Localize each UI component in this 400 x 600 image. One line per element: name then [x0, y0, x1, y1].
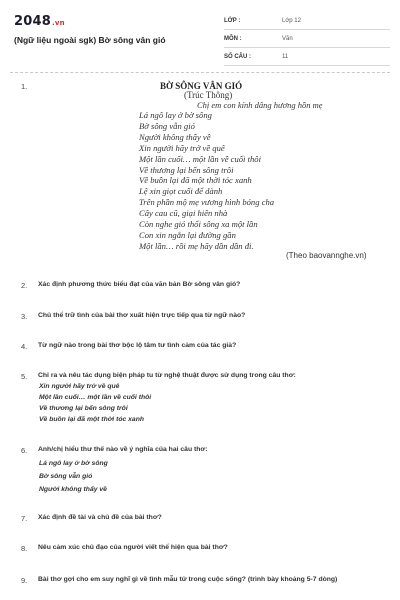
meta-row-subject: [224, 30, 390, 48]
question-quote-line: Lá ngô lay ở bờ sông: [39, 460, 108, 467]
question-text: Từ ngữ nào trong bài thơ bộc lộ tâm tư tình cảm của tác giả?: [38, 342, 237, 349]
meta-value: Lớp 12: [282, 17, 301, 24]
poem-line: Một lần cuối… một lần về cuối thôi: [139, 153, 261, 164]
poem-source: (Theo baovannghe.vn): [286, 251, 367, 260]
question-number: 4.: [21, 342, 28, 351]
poem-line: Trên phần mộ mẹ vương hình bóng cha: [139, 197, 275, 208]
question-text: Nêu cảm xúc chủ đạo của người viết thể hiện qua bài thơ?: [38, 544, 228, 551]
poem-line: Bờ sông vẫn gió: [139, 120, 195, 131]
meta-key: LỚP :: [224, 17, 241, 24]
logo-text: 2048: [14, 14, 51, 29]
poem-line: Lệ xin giọt cuối để dành: [139, 186, 223, 197]
meta-row-question-count: [224, 48, 390, 66]
question-quote-line: Người không thấy về: [39, 486, 107, 493]
meta-key: MÔN :: [224, 35, 242, 42]
question-text: Xác định phương thức biểu đạt của văn bản Bờ sông vân gió?: [38, 281, 241, 288]
poem-body: [139, 110, 274, 252]
poem-line: Về buồn lại đã một thời tóc xanh: [139, 175, 252, 186]
logo[interactable]: [14, 14, 65, 29]
question-text: Bài thơ gợi cho em suy nghĩ gì về tình mẫu tử trong cuộc sống? (trình bày khoảng 5-7 dòng): [38, 576, 338, 583]
poem-line: Con xin ngắn lại đường gần: [139, 229, 236, 240]
poem-epigraph: Chị em con kính dâng hương hồn mẹ: [197, 100, 323, 110]
question-quote-line: Một lần cuối… một lần về cuối thôi: [39, 394, 152, 401]
question-number: 5.: [21, 372, 28, 381]
logo-tld: .vn: [51, 19, 65, 27]
meta-key: SỐ CÂU :: [224, 53, 251, 60]
question-quote-line: Về buồn lại đã một thời tóc xanh: [39, 416, 145, 423]
poem-line: Người không thấy về: [139, 131, 211, 142]
question-number: 6.: [21, 446, 28, 455]
poem-line: Lá ngô lay ở bờ sông: [139, 110, 212, 120]
question-quote-line: Xin người hãy trở về quê: [39, 383, 120, 390]
divider: [10, 72, 390, 73]
poem-line: Về thương lại bến sông trôi: [139, 164, 234, 175]
document-title: (Ngữ liệu ngoài sgk) Bờ sông vân gió: [14, 35, 166, 45]
poem-line: Còn nghe gió thổi sông xa một lần: [139, 219, 258, 230]
passage-number: 1.: [21, 82, 28, 91]
question-text: Xác định đề tài và chủ đề của bài thơ?: [38, 514, 162, 521]
question-number: 3.: [21, 312, 28, 321]
meta-value: Văn: [282, 35, 293, 42]
question-text: Chủ thể trữ tình của bài thơ xuất hiện trực tiếp qua từ ngữ nào?: [38, 312, 246, 319]
poem-title: BỜ SÔNG VÂN GIÓ: [160, 81, 243, 91]
question-number: 8.: [21, 544, 28, 553]
question-text: Anh/chị hiểu thư thế nào về ý nghĩa của hai câu thơ:: [38, 446, 208, 453]
poem-author: (Trúc Thông): [184, 90, 233, 100]
question-number: 9.: [21, 576, 28, 585]
question-quote-line: Về thương lại bến sông trôi: [39, 405, 128, 412]
question-number: 7.: [21, 514, 28, 523]
poem-line: Một lần… rồi mẹ hãy dần dần đi.: [139, 240, 254, 251]
meta-row-class: [224, 12, 390, 30]
question-text: Chỉ ra và nêu tác dụng biện pháp tu từ nghệ thuật được sử dụng trong câu thơ:: [38, 372, 296, 379]
meta-value: 11: [282, 53, 289, 60]
question-number: 2.: [21, 281, 28, 290]
question-quote-line: Bờ sông vẫn gió: [39, 473, 93, 480]
poem-line: Xin người hãy trở về quê: [139, 142, 225, 153]
poem-line: Cây cau cũ, giại hiên nhà: [139, 208, 228, 219]
